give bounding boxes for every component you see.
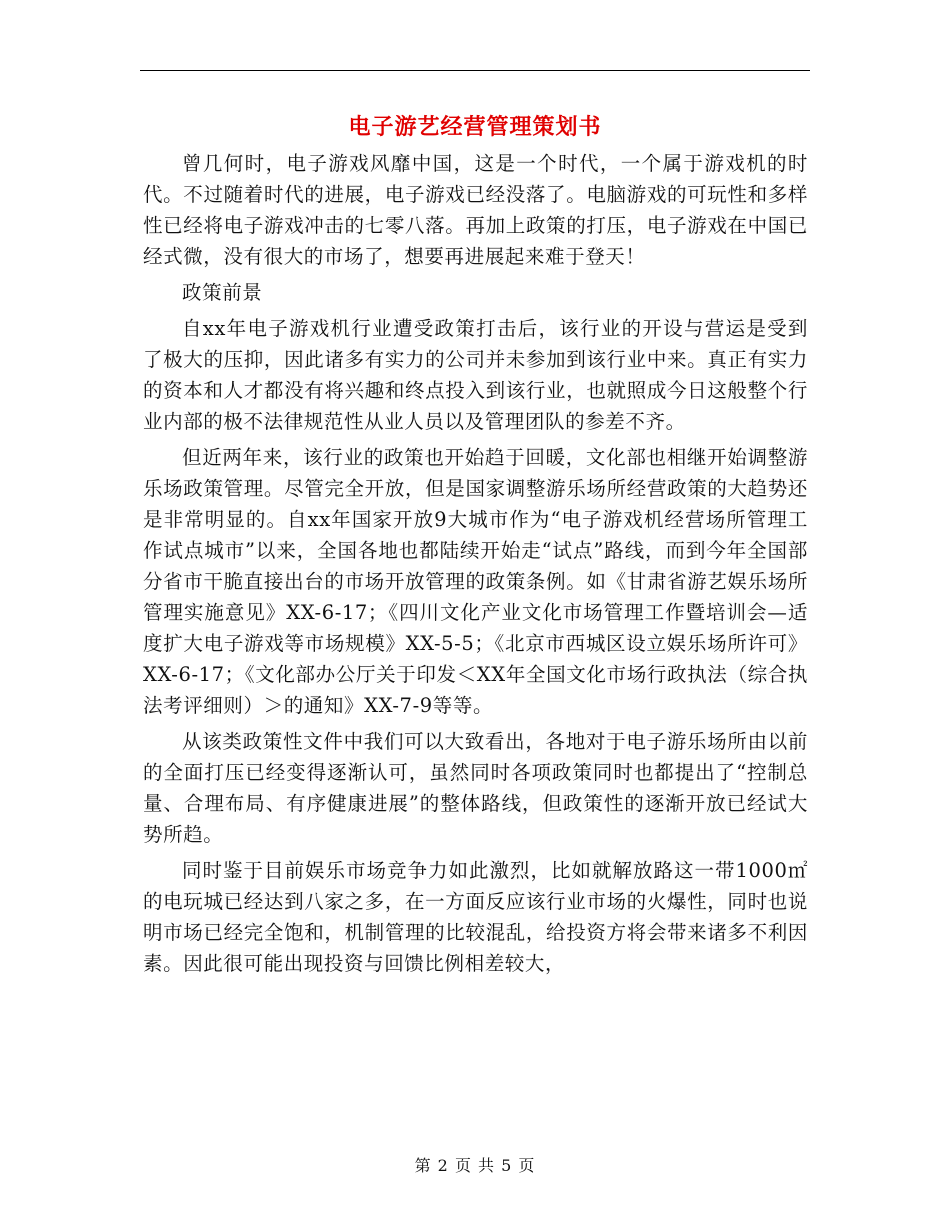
paragraph-intro: 曾几何时，电子游戏风靡中国，这是一个时代，一个属于游戏机的时代。不过随着时代的进展，电子游戏已经没落了。电脑游戏的可玩性和多样性已经将电子游戏冲击的七零八落。再加上政策的打压，电子游戏在中国已经式微，没有很大的市场了，想要再进展起来难于登天！ bbox=[143, 152, 808, 268]
paragraph-policy-trend: 从该类政策性文件中我们可以大致看出，各地对于电子游乐场所由以前的全面打压已经变得逐渐认可，虽然同时各项政策同时也都提出了“控制总量、合理布局、有序健康进展”的整体路线，但政策性的逐渐开放已经试大势所趋。 bbox=[143, 730, 808, 846]
document-body bbox=[143, 148, 808, 984]
paragraph-market-competition: 同时鉴于目前娱乐市场竞争力如此激烈，比如就解放路这一带1000㎡的电玩城已经达到八家之多，在一方面反应该行业市场的火爆性，同时也说明市场已经完全饱和，机制管理的比较混乱，给投资方将会带来诸多不利因素。因此很可能出现投资与回馈比例相差较大， bbox=[143, 859, 808, 975]
paragraph-policy-history: 自xx年电子游戏机行业遭受政策打击后，该行业的开设与营运是受到了极大的压抑，因此诸多有实力的公司并未参加到该行业中来。真正有实力的资本和人才都没有将兴趣和终点投入到该行业，也就照成今日这般整个行业内部的极不法律规范性从业人员以及管理团队的参差不齐。 bbox=[143, 317, 808, 433]
header-rule bbox=[140, 70, 810, 71]
document-title: 电子游艺经营管理策划书 bbox=[348, 115, 602, 140]
paragraph-policy-recovery: 但近两年来，该行业的政策也开始趋于回暖，文化部也相继开始调整游乐场政策管理。尽管完全开放，但是国家调整游乐场所经营政策的大趋势还是非常明显的。自xx年国家开放9大城市作为“电子游戏机经营场所管理工作试点城市”以来，全国各地也都陆续开始走“试点”路线，而到今年全国部分省市干脆直接出台的市场开放管理的政策条例。如《甘肃省游艺娱乐场所管理实施意见》XX-6-17；《四川文化产业文化市场管理工作暨培训会—适度扩大电子游戏等市场规模》XX-5-5；《北京市西城区设立娱乐场所许可》XX-6-17；《文化部办公厅关于印发＜XX年全国文化市场行政执法（综合执法考评细则）＞的通知》XX-7-9等等。 bbox=[143, 446, 808, 717]
section-heading-policy: 政策前景 bbox=[182, 281, 263, 304]
page-number: 第 2 页 共 5 页 bbox=[414, 1156, 536, 1175]
